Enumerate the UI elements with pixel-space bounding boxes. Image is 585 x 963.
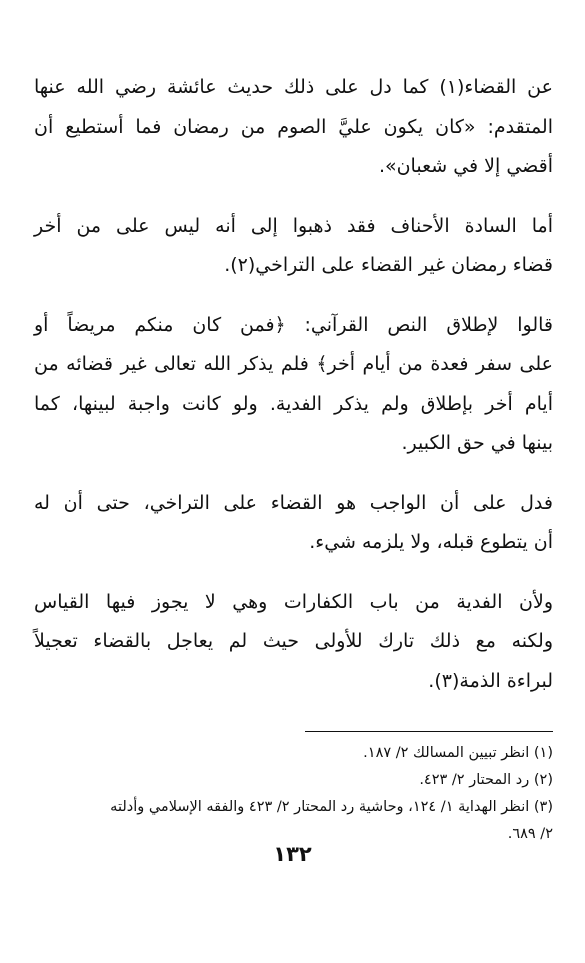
text-line: قضاء رمضان غير القضاء على التراخي(٢).: [224, 254, 553, 276]
text-line: ولكنه مع ذلك تارك للأولى حيث لم يعاجل بالقضاء تعجيلاً: [34, 630, 553, 652]
text-line: بينها في حق الكبير.: [401, 432, 553, 454]
text-line: قالوا لإطلاق النص القرآني: ﴿فمن كان منكم مريضاً أو: [34, 313, 553, 336]
paragraph-2: [34, 207, 553, 286]
footnote-2: [34, 767, 553, 794]
footnote-line: ٢/ ٦٨٩.: [507, 826, 553, 842]
footnote-1: [34, 740, 553, 767]
text-line: أيام أخر بإطلاق ولم يذكر الفدية. ولو كانت واجبة لبينها، كما: [34, 392, 553, 415]
page-number: ١٣٢: [273, 842, 312, 866]
footnote-3: [34, 794, 553, 848]
footnote-line: (٢) رد المحتار ٢/ ٤٢٣.: [419, 772, 553, 788]
paragraph-3: [34, 306, 553, 464]
text-line: فدل على أن الواجب هو القضاء على التراخي، حتى أن له: [34, 491, 553, 514]
footnotes: [34, 740, 553, 848]
text-line: المتقدم: «كان يكون عليَّ الصوم من رمضان فما أستطيع أن: [34, 115, 553, 138]
footnote-line: (١) انظر تبيين المسالك ٢/ ١٨٧.: [363, 745, 553, 761]
text-line: أن يتطوع قبله، ولا يلزمه شيء.: [309, 531, 553, 553]
text-line: أقضي إلا في شعبان».: [378, 155, 553, 177]
text-line: أما السادة الأحناف فقد ذهبوا إلى أنه ليس على من أخر: [34, 214, 553, 237]
text-line: لبراءة الذمة(٣).: [428, 669, 553, 692]
main-text: [34, 68, 553, 721]
footnote-line: (٣) انظر الهداية ١/ ١٢٤، وحاشية رد المحتار ٢/ ٤٢٣ والفقه الإسلامي وأدلته: [110, 799, 553, 815]
text-line: على سفر فعدة من أيام أخر﴾ فلم يذكر الله تعالى غير قضائه من: [34, 353, 553, 375]
text-line: ولأن الفدية من باب الكفارات وهي لا يجوز فيها القياس: [34, 590, 553, 613]
paragraph-5: [34, 583, 553, 702]
text-line: عن القضاء(١) كما دل على ذلك حديث عائشة رضي الله عنها: [34, 76, 553, 98]
paragraph-1: [34, 68, 553, 187]
paragraph-4: [34, 484, 553, 563]
footnote-divider: [305, 731, 553, 732]
